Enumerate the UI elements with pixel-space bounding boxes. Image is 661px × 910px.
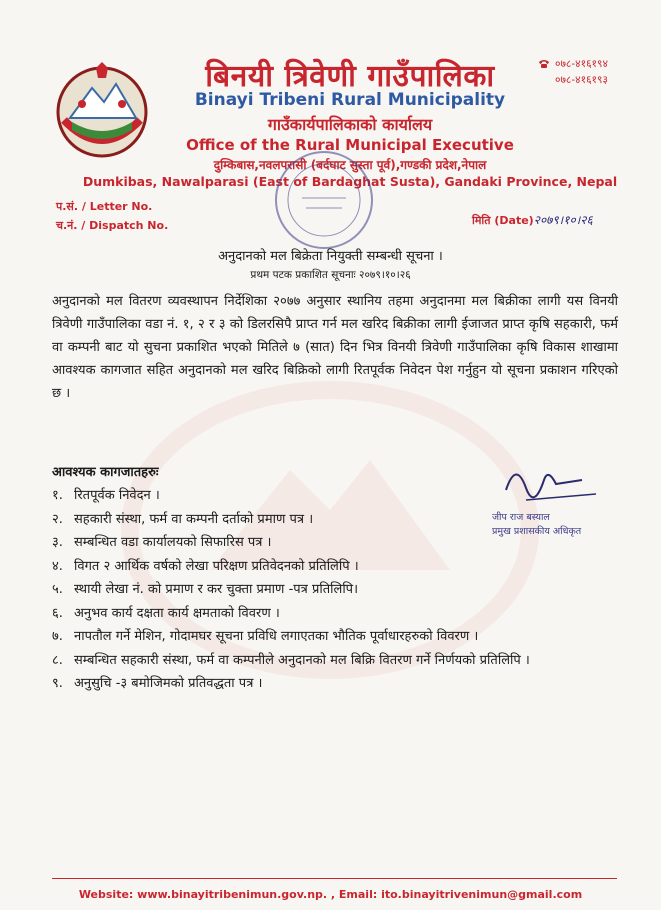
date-value: २०७९।१०।२६ bbox=[533, 213, 593, 227]
address-english: Dumkibas, Nawalparasi (East of Bardaghat Susta), Gandaki Province, Nepal bbox=[82, 174, 618, 189]
office-name-nepali: गाउँकार्यपालिकाको कार्यालय bbox=[267, 115, 433, 134]
list-item: ६. अनुभव कार्य दक्षता कार्य क्षमताको विवरण । bbox=[52, 605, 280, 621]
dispatch-no-label: च.नं. / Dispatch No. bbox=[56, 219, 169, 232]
reference-fields bbox=[56, 197, 168, 235]
notice-body: अनुदानको मल वितरण व्यवस्थापन निर्देशिका २०७७ अनुसार स्थानिय तहमा अनुदानमा मल बिक्रीका लागी यस विनयी त्रिवेणी गाउँपालिका वडा नं. १, २ र ३ को डिलरसिपै प्राप्त गर्न मल खरिद बिक्रीका लागी ईजाजत प्राप्त कृषि सहकारी, फर्म वा कम्पनी बाट यो सुचना प्रकाशित भएको मितिले ७ (सात) दिन भित्र विनयी त्रिवेणी गाउँपालिका कृषि विकास शाखामा आवश्यक कागजात सहित अनुदानको मल खरिद बिक्रिको लागी रितपूर्वक निवेदन पेश गर्नुहुन यो सूचना प्रकाशन गरिएको छ । bbox=[52, 294, 618, 401]
phone-number-1: ०७८-४१६१९४ bbox=[555, 58, 608, 70]
address-nepali: दुम्किबास,नवलपरासी (बर्दघाट सुस्ता पूर्व),गण्डकी प्रदेश,नेपाल bbox=[213, 158, 487, 172]
letter-no-label: प.सं. / Letter No. bbox=[56, 200, 153, 213]
notice-subject: अनुदानको मल बिक्रेता नियुक्ती सम्बन्धी सूचना । bbox=[218, 249, 443, 264]
signatory-title: प्रमुख प्रशासकीय अधिकृत bbox=[492, 526, 582, 537]
office-name-english: Office of the Rural Municipal Executive bbox=[186, 136, 514, 154]
date-field bbox=[472, 211, 593, 228]
list-item: ४. विगत २ आर्थिक वर्षको लेखा परिक्षण प्रतिवेदनको प्रतिलिपि । bbox=[52, 558, 359, 574]
list-item: ८. सम्बन्धित सहकारी संस्था, फर्म वा कम्पनीले अनुदानको मल बिक्रि वितरण गर्ने निर्णयको प्रतिलिपि । bbox=[52, 652, 530, 668]
list-item: १. रितपूर्वक निवेदन । bbox=[52, 488, 160, 503]
list-item: ५. स्थायी लेखा नं. को प्रमाण र कर चुक्ता प्रमाण -पत्र प्रतिलिपि। bbox=[52, 582, 358, 597]
list-item: २. सहकारी संस्था, फर्म वा कम्पनी दर्ताको प्रमाण पत्र । bbox=[52, 511, 314, 527]
nepal-emblem-icon bbox=[52, 60, 152, 160]
list-item: ३. सम्बन्धित वडा कार्यालयको सिफारिस पत्र । bbox=[52, 535, 272, 550]
footer-contact: Website: www.binayitribenimun.gov.np. , Email: ito.binayitrivenimun@gmail.com bbox=[78, 888, 583, 901]
list-item: ९. अनुसुचि -३ बमोजिमको प्रतिवद्धता पत्र । bbox=[52, 676, 263, 691]
first-published-line: प्रथम पटक प्रकाशित सूचनाः २०७९।१०।२६ bbox=[250, 269, 411, 281]
date-label: मिति (Date) bbox=[472, 214, 534, 227]
municipality-name-nepali: बिनयी त्रिवेणी गाउँपालिका bbox=[205, 59, 495, 94]
phone-numbers bbox=[538, 56, 608, 88]
signatory-name: जीप राज बस्याल bbox=[492, 512, 550, 523]
list-item: ७. नापतौल गर्ने मेशिन, गोदामघर सूचना प्रविधि लगाएतका भौतिक पूर्वाधारहरुको विवरण । bbox=[52, 629, 479, 644]
telephone-icon bbox=[538, 59, 550, 69]
municipality-name-english: Binayi Tribeni Rural Municipality bbox=[194, 90, 506, 110]
requirements-heading: आवश्यक कागजातहरुः bbox=[52, 465, 159, 480]
phone-number-2: ०७८-४१६१९३ bbox=[555, 74, 608, 86]
footer-divider bbox=[52, 878, 617, 879]
office-stamp-icon bbox=[272, 148, 376, 252]
